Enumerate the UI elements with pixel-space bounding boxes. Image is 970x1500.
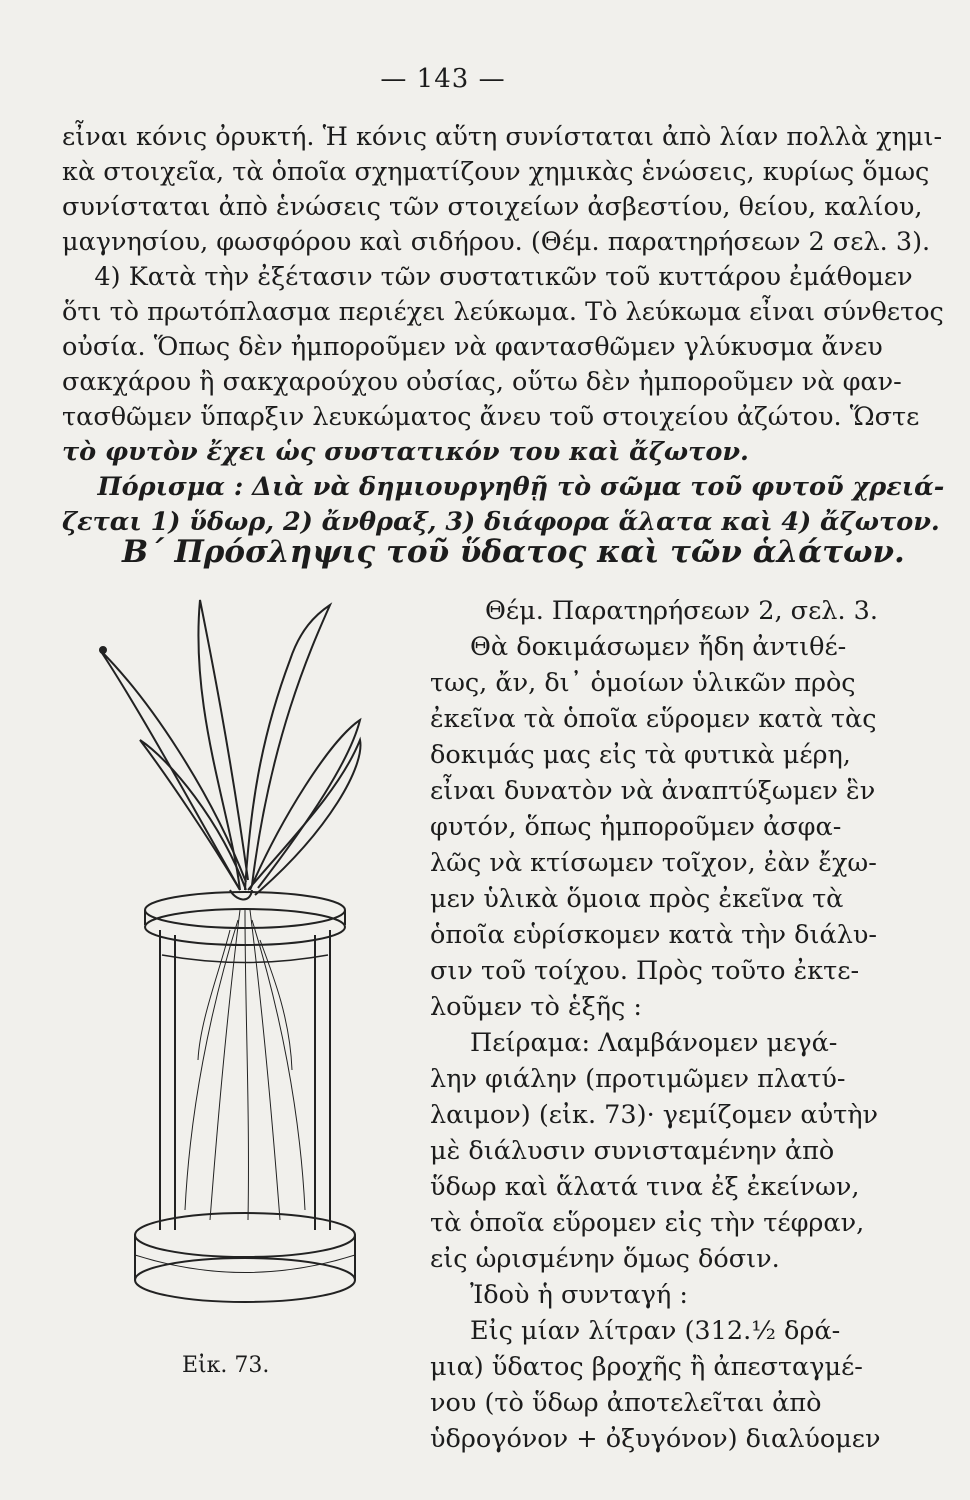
text-line: Ἰδοὺ ἡ συνταγή : [470, 1280, 688, 1310]
text-line: Εἰς μίαν λίτραν (312.½ δρά- [470, 1316, 841, 1346]
text-line: τως, ἄν, δι᾿ ὁμοίων ὑλικῶν πρὸς [430, 668, 856, 698]
text-line: τὰ ὁποῖα εὕρομεν εἰς τὴν τέφραν, [430, 1208, 865, 1238]
text-line: μεν ὑλικὰ ὅμοια πρὸς ἐκεῖνα τὰ [430, 884, 844, 914]
text-line: λην φιάλην (προτιμῶμεν πλατύ- [430, 1064, 846, 1094]
plant-in-jar-illustration [80, 590, 410, 1350]
page-number: — 143 — [380, 64, 506, 94]
text-line: νου (τὸ ὕδωρ ἀποτελεῖται ἀπὸ [430, 1388, 822, 1418]
right-column-text [430, 593, 881, 1457]
text-line: εἶναι κόνις ὀρυκτή. Ἡ κόνις αὕτη συνίσταται ἀπὸ λίαν πολλὰ χημι- [62, 122, 943, 152]
text-line: λαιμον) (εἰκ. 73)· γεμίζομεν αὐτὴν [430, 1100, 878, 1130]
text-line: σιν τοῦ τοίχου. Πρὸς τοῦτο ἐκτε- [430, 956, 860, 986]
text-line: 4) Κατὰ τὴν ἐξέτασιν τῶν συστατικῶν τοῦ κυττάρου ἐμάθομεν [62, 262, 913, 292]
text-line: μια) ὕδατος βροχῆς ἢ ἀπεσταγμέ- [430, 1352, 863, 1382]
section-heading: Β΄ Πρόσληψις τοῦ ὕδατος καὶ τῶν ἁλάτων. [122, 534, 905, 570]
text-line: ἐκεῖνα τὰ ὁποῖα εὕρομεν κατὰ τὰς [430, 704, 877, 734]
corollary-line: Πόρισμα : Διὰ νὰ δημιουργηθῇ τὸ σῶμα τοῦ φυτοῦ χρειά- [62, 472, 945, 502]
text-line: μαγνησίου, φωσφόρου καὶ σιδήρου. (Θέμ. παρατηρήσεων 2 σελ. 3). [62, 227, 931, 257]
text-line: τὸ φυτὸν ἔχει ὡς συστατικόν του καὶ ἄζωτον. [62, 437, 749, 467]
text-line: μὲ διάλυσιν συνισταμένην ἀπὸ [430, 1136, 835, 1166]
text-line: ὁποῖα εὑρίσκομεν κατὰ τὴν διάλυ- [430, 920, 878, 950]
text-line: οὐσία. Ὅπως δὲν ἠμποροῦμεν νὰ φαντασθῶμεν γλύκυσμα ἄνευ [62, 332, 883, 362]
text-line: Θέμ. Παρατηρήσεων 2, σελ. 3. [485, 596, 878, 626]
experiment-line: Πείραμα: Λαμβάνομεν μεγά- [470, 1028, 838, 1058]
text-line: ὅτι τὸ πρωτόπλασμα περιέχει λεύκωμα. Τὸ λεύκωμα εἶναι σύνθετος [62, 297, 944, 327]
text-line: λῶς νὰ κτίσωμεν τοῖχον, ἐὰν ἔχω- [430, 848, 877, 878]
text-line: φυτόν, ὅπως ἠμποροῦμεν ἀσφα- [430, 812, 842, 842]
text-line: ὕδωρ καὶ ἅλατά τινα ἐξ ἐκείνων, [430, 1172, 860, 1202]
text-line: Θὰ δοκιμάσωμεν ἤδη ἀντιθέ- [470, 632, 847, 662]
corollary-line: ζεται 1) ὕδωρ, 2) ἄνθραξ, 3) διάφορα ἅλατα καὶ 4) ἄζωτον. [62, 507, 940, 537]
text-line: δοκιμάς μας εἰς τὰ φυτικὰ μέρη, [430, 740, 851, 770]
text-line: συνίσταται ἀπὸ ἑνώσεις τῶν στοιχείων ἀσβεστίου, θείου, καλίου, [62, 192, 923, 222]
text-line: λοῦμεν τὸ ἑξῆς : [430, 992, 642, 1022]
figure-caption: Εἰκ. 73. [182, 1353, 270, 1378]
text-line: εἰς ὡρισμένην ὅμως δόσιν. [430, 1244, 780, 1274]
text-line: τασθῶμεν ὕπαρξιν λευκώματος ἄνευ τοῦ στοιχείου ἀζώτου. Ὥστε [62, 402, 920, 432]
text-line: εἶναι δυνατὸν νὰ ἀναπτύξωμεν ἓν [430, 776, 876, 806]
text-line: κὰ στοιχεῖα, τὰ ὁποῖα σχηματίζουν χημικὰς ἑνώσεις, κυρίως ὅμως [62, 157, 930, 187]
text-line: ὑδρογόνον + ὀξυγόνον) διαλύομεν [430, 1424, 881, 1454]
top-paragraph [62, 120, 945, 540]
text-line: σακχάρου ἢ σακχαρούχου οὐσίας, οὕτω δὲν ἠμποροῦμεν νὰ φαν- [62, 367, 902, 397]
